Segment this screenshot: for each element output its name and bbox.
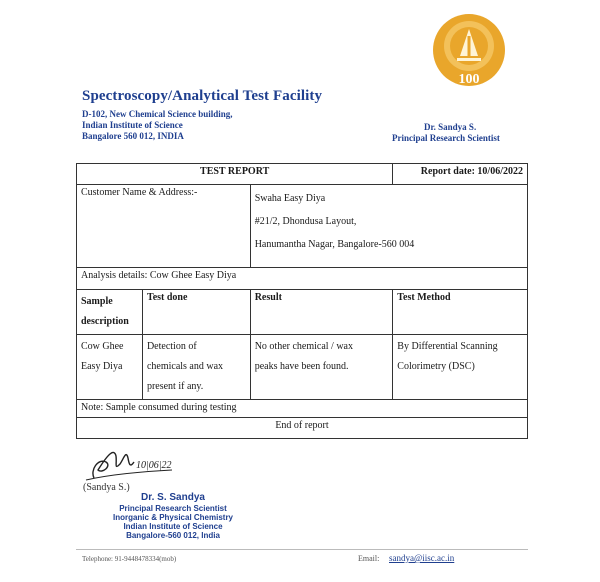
- stamp-line: Dr. S. Sandya: [141, 492, 205, 503]
- iisc-centenary-logo: [430, 12, 508, 92]
- report-note: Note: Sample consumed during testing: [77, 400, 528, 418]
- analysis-details: Analysis details: Cow Ghee Easy Diya: [77, 268, 528, 290]
- cell-line: peaks have been found.: [254, 361, 349, 372]
- footer-divider: [76, 549, 528, 550]
- cell-line: By Differential Scanning: [397, 341, 498, 352]
- cell-line: Detection of: [146, 341, 197, 352]
- customer-address: [250, 185, 527, 268]
- cell-test-done: [142, 335, 250, 400]
- address-line: Bangalore 560 012, INDIA: [82, 131, 184, 141]
- col-header-result: Result: [250, 290, 393, 335]
- cell-line: Cow Ghee: [81, 341, 124, 352]
- stamp-line: Bangalore-560 012, India: [126, 531, 220, 540]
- end-of-report: End of report: [77, 418, 528, 439]
- footer-email-link[interactable]: sandya@iisc.ac.in: [389, 553, 455, 563]
- col-header-text: description: [81, 316, 129, 327]
- col-header-sample: [77, 290, 143, 335]
- customer-name: Swaha Easy Diya: [254, 193, 326, 204]
- report-title: TEST REPORT: [77, 164, 393, 185]
- address-line: Indian Institute of Science: [82, 120, 183, 130]
- cell-result: [250, 335, 393, 400]
- cell-line: chemicals and wax: [146, 361, 224, 372]
- scientist-name: Dr. Sandya S.: [424, 122, 477, 132]
- report-date: Report date: 10/06/2022: [393, 164, 528, 185]
- svg-text:100: 100: [458, 72, 480, 87]
- cell-sample: [77, 335, 143, 400]
- facility-title: Spectroscopy/Analytical Test Facility: [82, 88, 323, 104]
- official-stamp: [98, 492, 248, 540]
- stamp-line: Indian Institute of Science: [123, 522, 223, 531]
- customer-label: Customer Name & Address:-: [77, 185, 251, 268]
- cell-line: Colorimetry (DSC): [397, 361, 475, 372]
- col-header-text: Sample: [81, 296, 113, 307]
- test-report-table: [76, 163, 528, 439]
- cell-line: No other chemical / wax: [254, 341, 353, 352]
- cell-line: present if any.: [146, 381, 204, 392]
- scientist-title: Principal Research Scientist: [392, 133, 500, 143]
- col-header-test-method: Test Method: [393, 290, 528, 335]
- address-line: D-102, New Chemical Science building,: [82, 109, 233, 119]
- handwritten-signature: [84, 440, 184, 486]
- stamp-line: Inorganic & Physical Chemistry: [112, 513, 234, 522]
- footer-email-label: Email:: [358, 554, 380, 563]
- svg-text:10|06|22: 10|06|22: [136, 460, 172, 471]
- footer-telephone: Telephone: 91-9448478334(mob): [82, 555, 177, 563]
- customer-address-line: #21/2, Dhondusa Layout,: [254, 216, 357, 227]
- stamp-line: Principal Research Scientist: [119, 504, 227, 513]
- signatory-name: (Sandya S.): [83, 482, 130, 493]
- col-header-test-done: Test done: [142, 290, 250, 335]
- cell-line: Easy Diya: [81, 361, 123, 372]
- cell-test-method: [393, 335, 528, 400]
- customer-address-line: Hanumantha Nagar, Bangalore-560 004: [254, 239, 415, 250]
